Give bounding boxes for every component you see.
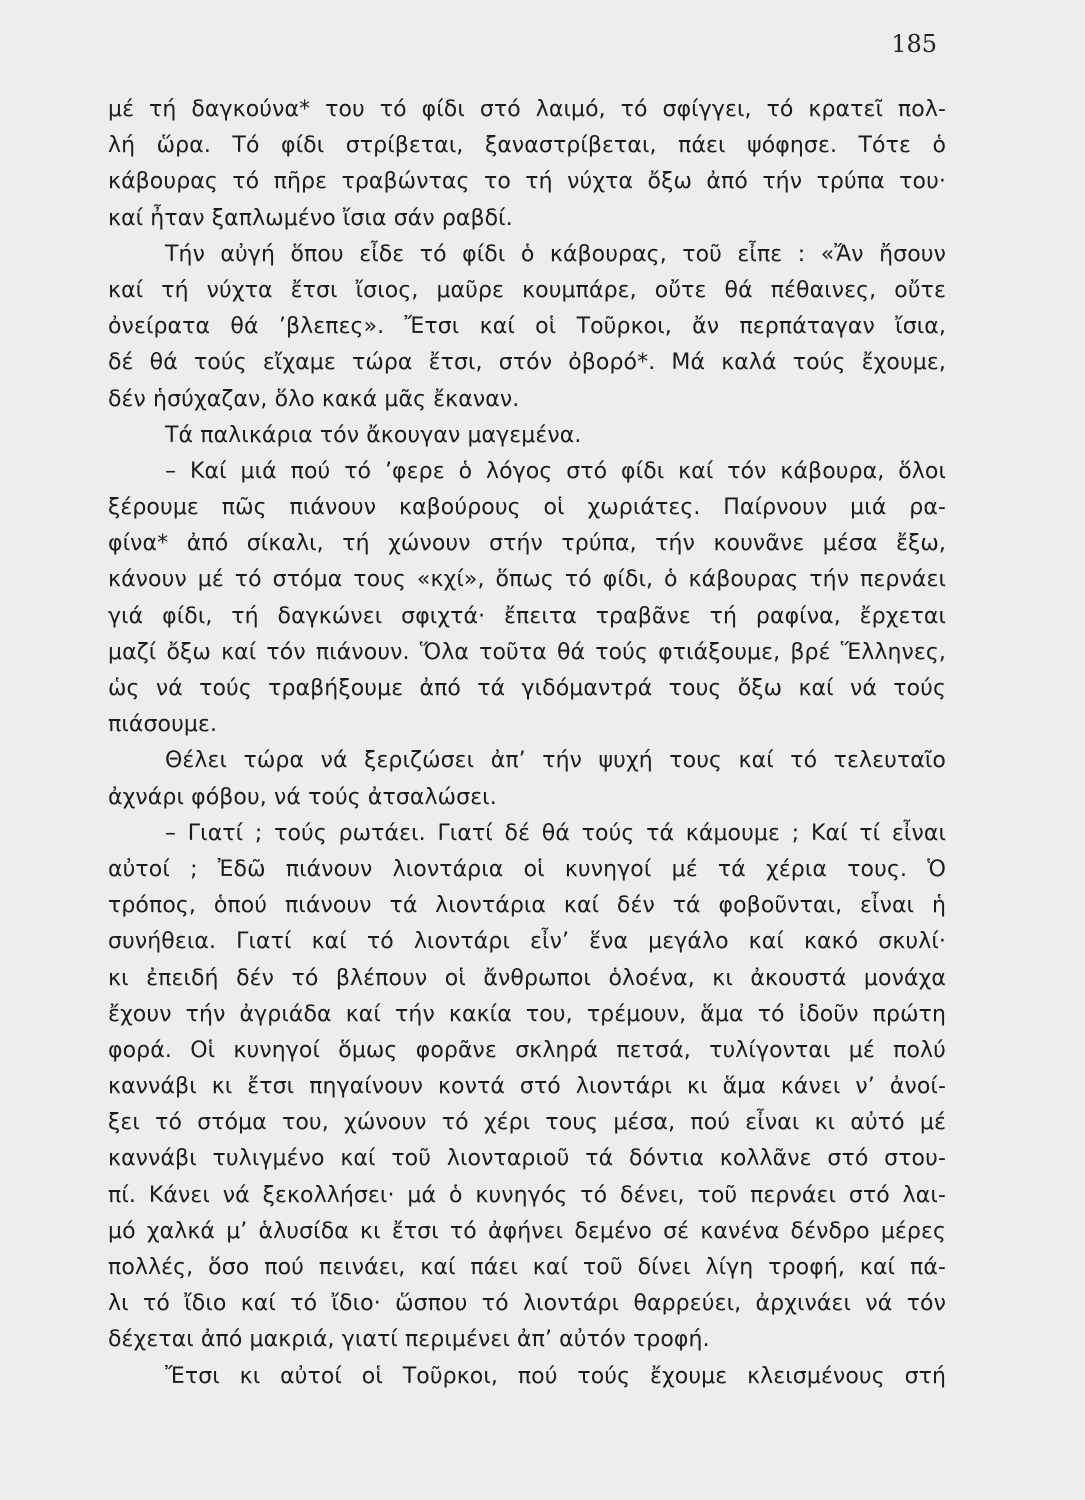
text-line: λή ὥρα. Τό φίδι στρίβεται, ξαναστρίβεται, πάει ψόφησε. Τότε ὁ	[108, 133, 946, 159]
text-line: μέ τή δαγκούνα* του τό φίδι στό λαιμό, τό σφίγγει, τό κρατεῖ πολ-	[108, 97, 946, 122]
text-line: Ἔτσι κι αὐτοί οἱ Τοῦρκοι, πού τούς ἔχουμε κλεισμένους στή	[165, 1363, 946, 1389]
text-line: καί ἦταν ξαπλωμένο ἴσια σάν ραβδί.	[108, 205, 513, 231]
text-line: Τά παλικάρια τόν ἄκουγαν μαγεμένα.	[165, 422, 582, 448]
text-line: κάνουν μέ τό στόμα τους «κχί», ὅπως τό φίδι, ὁ κάβουρας τήν περνάει	[108, 567, 946, 593]
text-line: φίνα* ἀπό σίκαλι, τή χώνουν στήν τρύπα, τήν κουνᾶνε μέσα ἔξω,	[108, 531, 946, 557]
text-line: πιάσουμε.	[108, 712, 218, 738]
text-line: κι ἐπειδή δέν τό βλέπουν οἱ ἄνθρωποι ὁλοένα, κι ἀκουστά μονάχα	[108, 965, 946, 991]
text-line: ἀχνάρι φόβου, νά τούς ἀτσαλώσει.	[108, 784, 497, 810]
text-line: λι τό ἴδιο καί τό ἴδιο· ὥσπου τό λιοντάρι θαρρεύει, ἀρχινάει νά τόν	[108, 1291, 946, 1317]
text-line: – Γιατί ; τούς ρωτάει. Γιατί δέ θά τούς τά κάμουμε ; Καί τί εἶναι	[165, 820, 946, 846]
text-line: δέν ἡσύχαζαν, ὅλο κακά μᾶς ἔκαναν.	[108, 386, 520, 412]
text-line: ξέρουμε πῶς πιάνουν καβούρους οἱ χωριάτες. Παίρνουν μιά ρα-	[108, 495, 946, 521]
text-line: καί τή νύχτα ἔτσι ἴσιος, μαῦρε κουμπάρε, οὔτε θά πέθαινες, οὔτε	[108, 277, 946, 303]
text-line: συνήθεια. Γιατί καί τό λιοντάρι εἶν’ ἕνα μεγάλο καί κακό σκυλί·	[108, 929, 946, 955]
text-line: δέ θά τούς εἴχαμε τώρα ἔτσι, στόν ὀβορό*. Μά καλά τούς ἔχουμε,	[108, 350, 946, 376]
text-line: καννάβι κι ἔτσι πηγαίνουν κοντά στό λιοντάρι κι ἅμα κάνει ν’ ἀνοί-	[108, 1074, 946, 1100]
text-line: ὀνείρατα θά ’βλεπες». Ἔτσι καί οἱ Τοῦρκοι, ἄν περπάταγαν ἴσια,	[108, 314, 946, 340]
text-line: ξει τό στόμα του, χώνουν τό χέρι τους μέσα, πού εἶναι κι αὐτό μέ	[108, 1110, 946, 1136]
text-line: μαζί ὄξω καί τόν πιάνουν. Ὅλα τοῦτα θά τούς φτιάξουμε, βρέ Ἕλληνες,	[108, 639, 946, 665]
text-line: καννάβι τυλιγμένο καί τοῦ λιονταριοῦ τά δόντια κολλᾶνε στό στου-	[108, 1146, 946, 1172]
text-line: δέχεται ἀπό μακριά, γιατί περιμένει ἀπ’ αὐτόν τροφή.	[108, 1327, 710, 1353]
text-line: ὡς νά τούς τραβήξουμε ἀπό τά γιδόμαντρά τους ὄξω καί νά τούς	[108, 676, 946, 701]
text-line: Θέλει τώρα νά ξεριζώσει ἀπ’ τήν ψυχή τους καί τό τελευταῖο	[165, 748, 946, 774]
page-number: 185	[891, 30, 937, 58]
text-line: τρόπος, ὁπού πιάνουν τά λιοντάρια καί δέν τά φοβοῦνται, εἶναι ἡ	[108, 893, 946, 919]
body-text	[108, 92, 946, 1395]
text-line: αὐτοί ; Ἐδῶ πιάνουν λιοντάρια οἱ κυνηγοί μέ τά χέρια τους. Ὁ	[108, 856, 946, 882]
text-line: πολλές, ὅσο πού πεινάει, καί πάει καί τοῦ δίνει λίγη τροφή, καί πά-	[108, 1255, 946, 1280]
text-line: κάβουρας τό πῆρε τραβώντας το τή νύχτα ὄξω ἀπό τήν τρύπα του·	[108, 169, 946, 195]
text-line: πί. Κάνει νά ξεκολλήσει· μά ὁ κυνηγός τό δένει, τοῦ περνάει στό λαι-	[108, 1182, 946, 1208]
text-line: Τήν αὐγή ὅπου εἶδε τό φίδι ὁ κάβουρας, τοῦ εἶπε : «Ἄν ἤσουν	[165, 241, 946, 267]
text-line: φορά. Οἱ κυνηγοί ὅμως φορᾶνε σκληρά πετσά, τυλίγονται μέ πολύ	[108, 1037, 946, 1063]
text-line: ἔχουν τήν ἀγριάδα καί τήν κακία του, τρέμουν, ἅμα τό ἰδοῦν πρώτη	[108, 1001, 946, 1027]
text-line: μό χαλκά μ’ ἁλυσίδα κι ἔτσι τό ἀφήνει δεμένο σέ κανένα δένδρο μέρες	[108, 1218, 946, 1244]
text-line: – Καί μιά πού τό ’φερε ὁ λόγος στό φίδι καί τόν κάβουρα, ὅλοι	[165, 458, 946, 484]
text-line: γιά φίδι, τή δαγκώνει σφιχτά· ἔπειτα τραβᾶνε τή ραφίνα, ἔρχεται	[108, 603, 946, 629]
